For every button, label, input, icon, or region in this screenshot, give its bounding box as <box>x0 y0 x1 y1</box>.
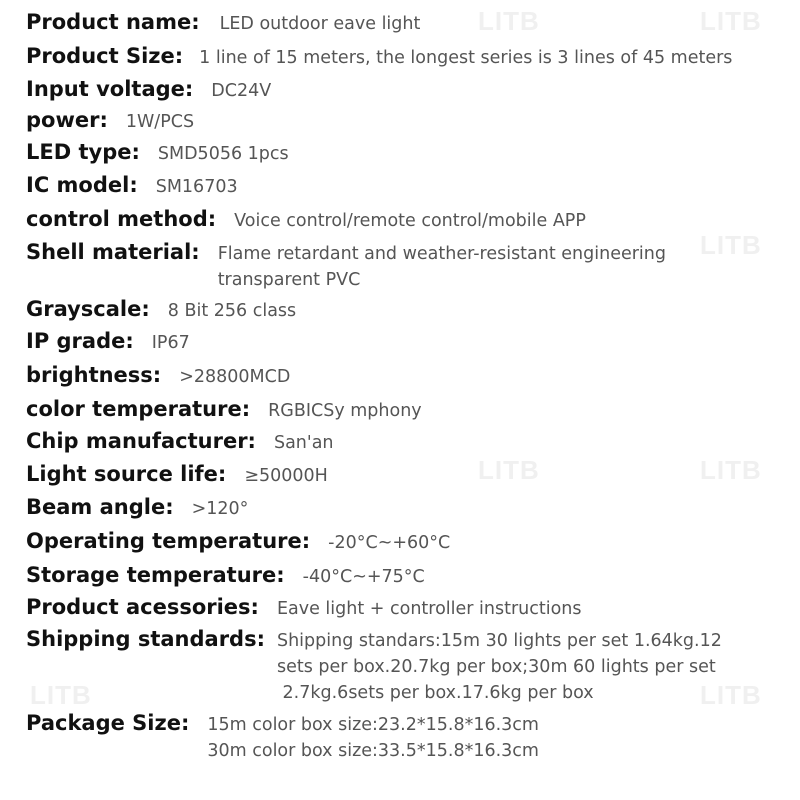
spec-row-input-voltage <box>26 75 786 104</box>
spec-value: ≥50000H <box>244 466 328 486</box>
spec-value-line: sets per box.20.7kg per box;30m 60 lights per set <box>276 657 716 677</box>
spec-row-grayscale <box>26 295 786 324</box>
spec-label: Light source life: <box>26 462 227 486</box>
spec-value-line: 30m color box size:33.5*15.8*16.3cm <box>207 741 539 761</box>
spec-row-control-method <box>26 205 786 234</box>
spec-label: Input voltage: <box>26 77 194 101</box>
spec-row-led-type <box>26 138 786 167</box>
spec-label: power: <box>26 108 108 132</box>
spec-label: brightness: <box>26 363 162 387</box>
spec-row-chip-manufacturer <box>26 427 786 456</box>
spec-row-product-accessories <box>26 593 786 622</box>
spec-row-color-temperature <box>26 395 786 424</box>
spec-value: IP67 <box>151 333 190 353</box>
spec-value: SMD5056 1pcs <box>157 144 289 164</box>
spec-row-beam-angle <box>26 493 786 522</box>
spec-label: Beam angle: <box>26 495 174 519</box>
spec-label: Product Size: <box>26 44 184 68</box>
spec-row-shell-material <box>26 238 786 293</box>
spec-value: LED outdoor eave light <box>219 14 421 34</box>
spec-value: DC24V <box>211 81 272 101</box>
spec-value: 1W/PCS <box>125 112 195 132</box>
spec-label: color temperature: <box>26 397 251 421</box>
spec-row-light-source-life <box>26 460 786 489</box>
spec-row-package-size <box>26 709 786 764</box>
spec-row-brightness <box>26 361 786 390</box>
spec-value-line: 15m color box size:23.2*15.8*16.3cm <box>207 715 539 735</box>
watermark-logo: LITB <box>700 455 762 485</box>
spec-value: >28800MCD <box>179 367 291 387</box>
spec-value-line: Flame retardant and weather-resistant engineering <box>217 244 666 264</box>
spec-value: Voice control/remote control/mobile APP <box>234 211 586 231</box>
spec-row-operating-temperature <box>26 527 786 556</box>
spec-value: 8 Bit 256 class <box>167 301 297 321</box>
spec-value-line: transparent PVC <box>217 270 361 290</box>
spec-row-shipping-standards <box>26 625 786 706</box>
spec-value: San'an <box>273 433 334 453</box>
spec-label: IC model: <box>26 173 138 197</box>
spec-label: Shipping standards: <box>26 627 265 651</box>
spec-row-product-name <box>26 8 786 37</box>
spec-value: RGBICSy mphony <box>268 401 422 421</box>
spec-label: Shell material: <box>26 240 200 264</box>
spec-label: Operating temperature: <box>26 529 311 553</box>
spec-value: SM16703 <box>155 177 238 197</box>
spec-row-ip-grade <box>26 327 786 356</box>
spec-label: Product name: <box>26 10 200 34</box>
spec-row-storage-temperature <box>26 561 786 590</box>
spec-label: IP grade: <box>26 329 134 353</box>
watermark-logo: LITB <box>700 6 762 36</box>
spec-label: control method: <box>26 207 217 231</box>
spec-value <box>218 241 786 293</box>
spec-value <box>277 628 786 706</box>
spec-value: 1 line of 15 meters, the longest series is 3 lines of 45 meters <box>199 48 733 68</box>
watermark-logo: LITB <box>700 680 762 710</box>
spec-value-line: Shipping standars:15m 30 lights per set 1.64kg.12 <box>276 631 722 651</box>
watermark-logo: LITB <box>478 6 540 36</box>
spec-row-power <box>26 106 786 135</box>
spec-value <box>207 712 786 764</box>
spec-label: Product acessories: <box>26 595 259 619</box>
spec-label: Package Size: <box>26 711 190 735</box>
spec-value-line: 2.7kg.6sets per box.17.6kg per box <box>276 683 594 703</box>
spec-label: Chip manufacturer: <box>26 429 256 453</box>
watermark-logo: LITB <box>30 680 92 710</box>
spec-value: -40°C~+75°C <box>302 567 425 587</box>
spec-list <box>26 8 786 764</box>
spec-value: >120° <box>191 499 249 519</box>
spec-label: Storage temperature: <box>26 563 285 587</box>
spec-value: -20°C~+60°C <box>328 533 451 553</box>
spec-label: LED type: <box>26 140 140 164</box>
spec-value: Eave light + controller instructions <box>276 599 582 619</box>
spec-label: Grayscale: <box>26 297 150 321</box>
watermark-logo: LITB <box>478 455 540 485</box>
spec-row-ic-model <box>26 171 786 200</box>
watermark-logo: LITB <box>700 230 762 260</box>
spec-row-product-size <box>26 42 786 71</box>
